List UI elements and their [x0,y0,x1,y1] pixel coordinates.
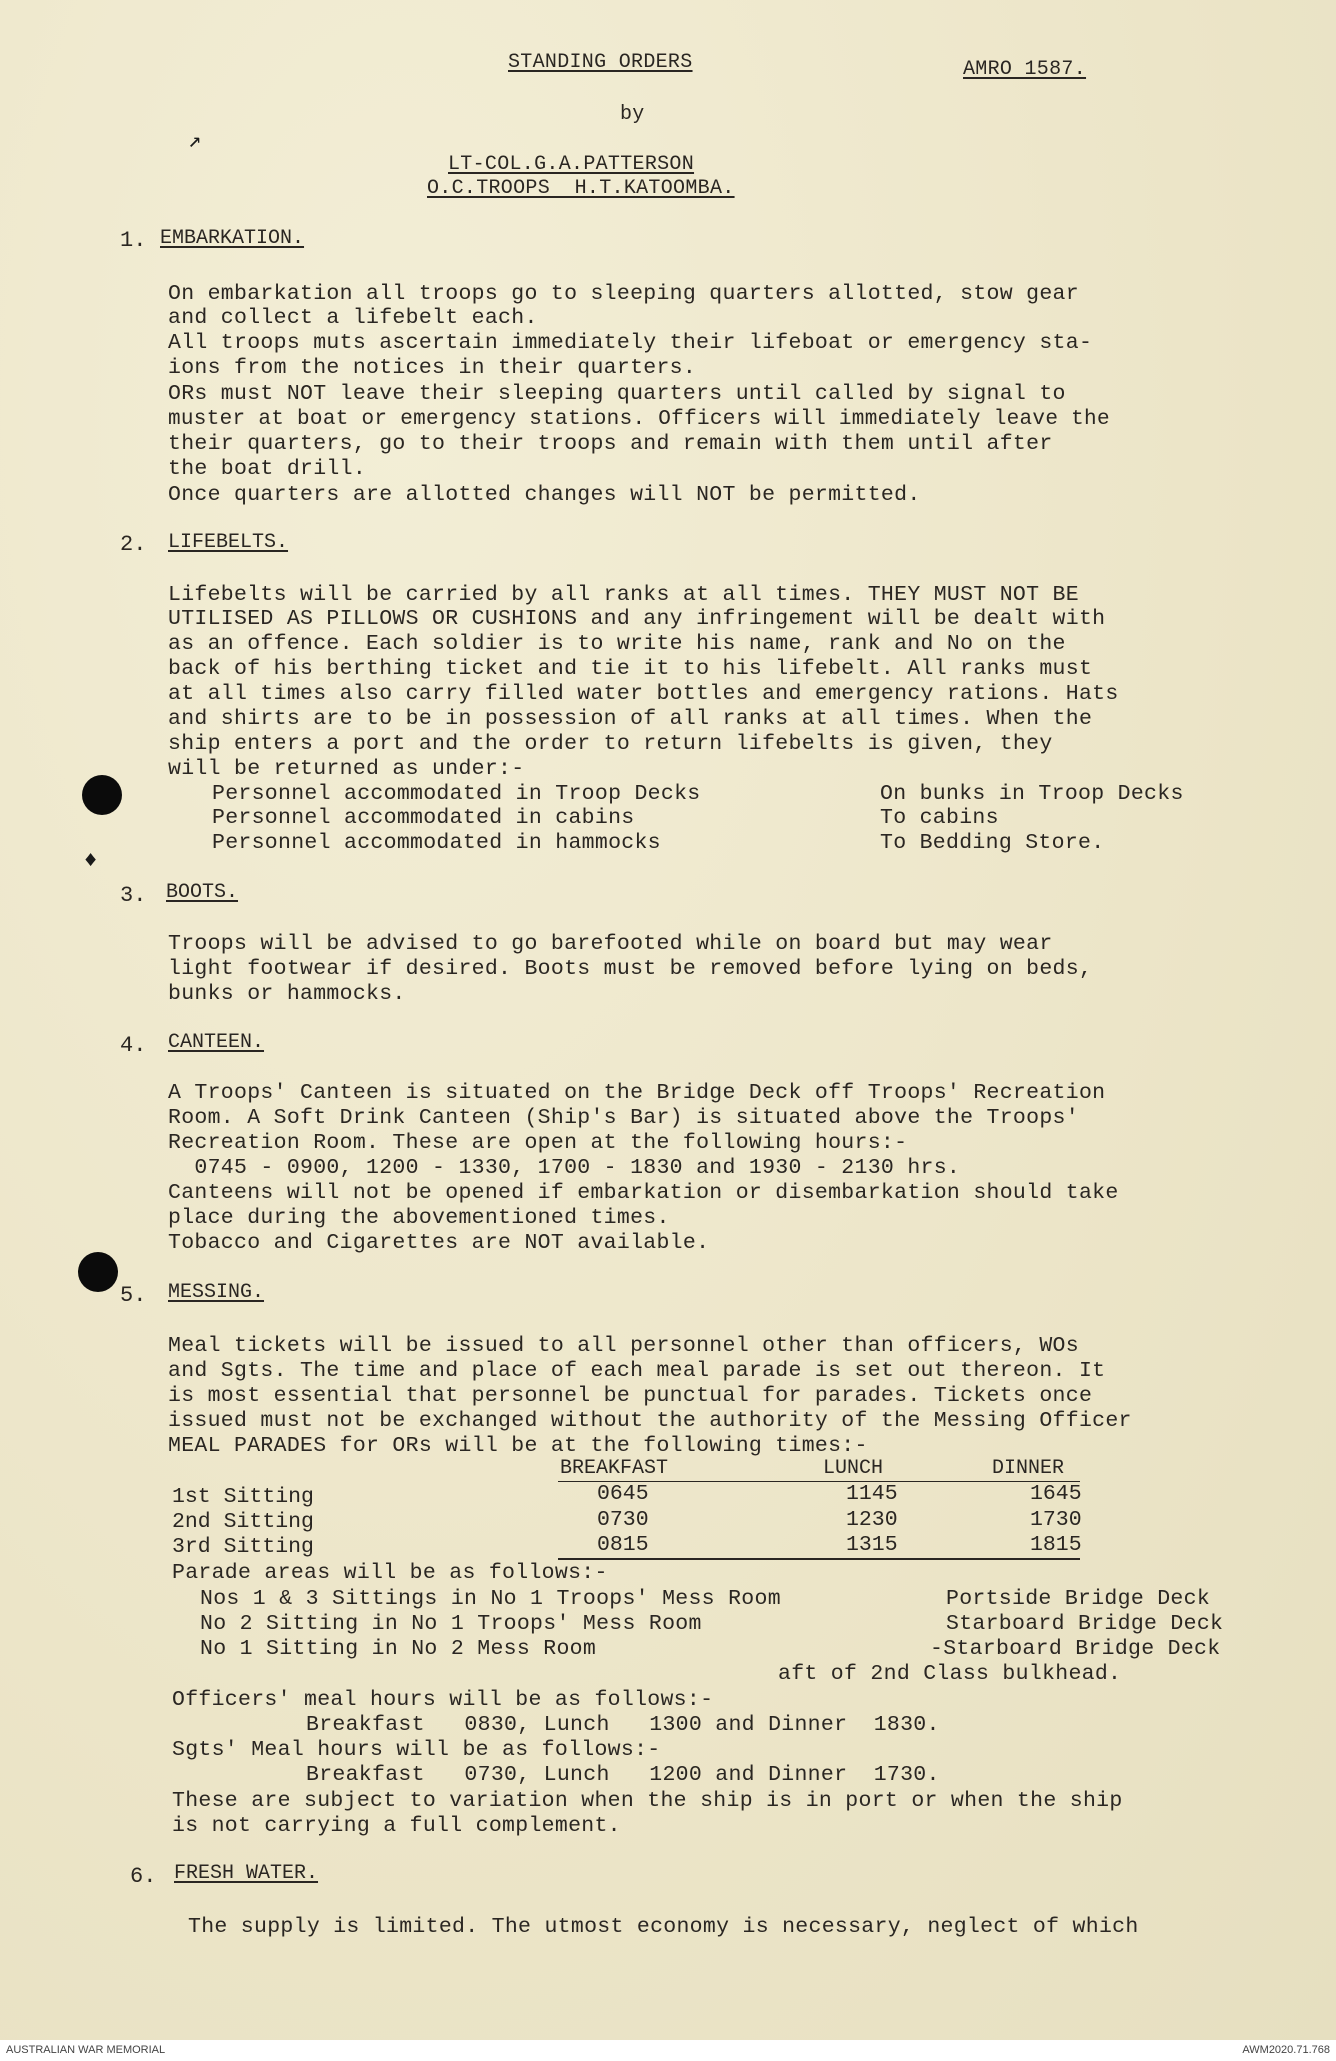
archive-footer [0,2040,1336,2061]
body-line: muster at boat or emergency stations. Officers will immediately leave the [168,408,1110,431]
body-line: MEAL PARADES for ORs will be at the following times:- [168,1434,868,1458]
section-title: LIFEBELTS. [168,531,289,554]
body-line: back of his berthing ticket and tie it to his lifebelt. All ranks must [168,657,1093,681]
cell-breakfast: 0645 [597,1482,649,1506]
return-where: To cabins [880,806,999,830]
row-label: 3rd Sitting [172,1535,314,1559]
punch-hole-bottom [78,1252,118,1292]
return-who: Personnel accommodated in hammocks [212,831,661,855]
parade-intro: Parade areas will be as follows:- [172,1561,608,1585]
return-who: Personnel accommodated in cabins [212,806,635,830]
section-number: 5. [120,1283,147,1308]
body-line: the boat drill. [168,457,367,481]
section-number: 3. [120,883,147,908]
body-line: Once quarters are allotted changes will NOT be permitted. [168,483,921,507]
cell-lunch: 1230 [846,1508,898,1532]
author-name: LT-COL.G.A.PATTERSON [448,153,695,176]
body-line: and Sgts. The time and place of each meal parade is set out thereon. It [168,1359,1106,1383]
officers-meal-intro: Officers' meal hours will be as follows:- [172,1688,714,1712]
body-line: The supply is limited. The utmost economy is necessary, neglect of which [188,1915,1139,1939]
body-line: On embarkation all troops go to sleeping quarters allotted, stow gear [168,282,1079,306]
body-line: Room. A Soft Drink Canteen (Ship's Bar) is situated above the Troops' [168,1106,1079,1130]
table-header-breakfast: BREAKFAST [560,1457,669,1480]
body-line: Tobacco and Cigarettes are NOT available. [168,1231,710,1255]
body-line: and shirts are to be in possession of all ranks at all times. When the [168,707,1093,731]
body-line: place during the abovementioned times. [168,1206,670,1230]
parade-where: -Starboard Bridge Deck [930,1637,1221,1661]
cell-lunch: 1145 [846,1482,898,1506]
footer-institution: AUSTRALIAN WAR MEMORIAL [6,2044,166,2056]
body-line: Meal tickets will be issued to all personnel other than officers, WOs [168,1334,1079,1358]
cell-dinner: 1645 [1030,1482,1082,1506]
row-label: 1st Sitting [172,1485,314,1509]
table-header-dinner: DINNER [992,1457,1065,1480]
body-line: as an offence. Each soldier is to write his name, rank and No on the [168,632,1066,656]
return-where: To Bedding Store. [880,831,1105,855]
body-line: These are subject to variation when the ship is in port or when the ship [172,1789,1123,1813]
section-title: FRESH WATER. [174,1862,319,1885]
parade-who: Nos 1 & 3 Sittings in No 1 Troops' Mess Room [200,1587,781,1611]
parade-who: No 1 Sitting in No 2 Mess Room [200,1637,597,1661]
body-line: their quarters, go to their troops and remain with them until after [168,432,1053,456]
document-title: STANDING ORDERS [508,51,693,74]
table-header-lunch: LUNCH [823,1457,884,1480]
author-position: O.C.TROOPS H.T.KATOOMBA. [427,177,735,200]
body-line: A Troops' Canteen is situated on the Bridge Deck off Troops' Recreation [168,1081,1106,1105]
cell-breakfast: 0730 [597,1508,649,1532]
body-line: Recreation Room. These are open at the following hours:- [168,1131,908,1155]
body-line: Lifebelts will be carried by all ranks at all times. THEY MUST NOT BE [168,583,1079,607]
body-line: Canteens will not be opened if embarkation or disembarkation should take [168,1181,1119,1205]
body-line: 0745 - 0900, 1200 - 1330, 1700 - 1830 and 1930 - 2130 hrs. [168,1156,961,1180]
body-line: light footwear if desired. Boots must be removed before lying on beds, [168,957,1093,981]
body-line: is most essential that personnel be punctual for parades. Tickets once [168,1384,1093,1408]
parade-who: No 2 Sitting in No 1 Troops' Mess Room [200,1612,702,1636]
body-line: All troops muts ascertain immediately their lifeboat or emergency sta- [168,331,1093,355]
footer-accession-number: AWM2020.71.768 [1242,2044,1330,2056]
body-line: Troops will be advised to go barefooted while on board but may wear [168,932,1053,956]
body-line: ship enters a port and the order to return lifebelts is given, they [168,732,1053,756]
body-line: issued must not be exchanged without the authority of the Messing Officer [168,1409,1132,1433]
section-number: 6. [130,1864,157,1889]
section-title: BOOTS. [166,881,239,904]
section-number: 2. [120,532,147,557]
section-title: MESSING. [168,1281,265,1304]
section-number: 1. [120,228,147,253]
body-line: UTILISED AS PILLOWS OR CUSHIONS and any infringement will be dealt with [168,607,1106,631]
cell-dinner: 1730 [1030,1508,1082,1532]
section-title: EMBARKATION. [160,227,305,250]
pen-mark: ↗ [188,129,202,154]
body-line: bunks or hammocks. [168,982,406,1006]
parade-tail: aft of 2nd Class bulkhead. [778,1662,1122,1686]
body-line: ORs must NOT leave their sleeping quarters until called by signal to [168,382,1066,406]
body-line: will be returned as under:- [168,757,525,781]
row-label: 2nd Sitting [172,1510,314,1534]
byline: by [620,103,645,126]
parade-where: Portside Bridge Deck [946,1587,1211,1611]
body-line: at all times also carry filled water bottles and emergency rations. Hats [168,682,1119,706]
table-rule [558,1558,1080,1560]
body-line: and collect a lifebelt each. [168,306,538,330]
body-line: is not carrying a full complement. [172,1814,621,1838]
body-line: ions from the notices in their quarters. [168,356,697,380]
cell-dinner: 1815 [1030,1533,1082,1557]
pen-mark: ♦ [84,848,98,873]
punch-hole-top [82,775,122,815]
cell-breakfast: 0815 [597,1533,649,1557]
cell-lunch: 1315 [846,1533,898,1557]
return-who: Personnel accommodated in Troop Decks [212,782,701,806]
section-title: CANTEEN. [168,1031,265,1054]
return-where: On bunks in Troop Decks [880,782,1184,806]
sgts-meal-intro: Sgts' Meal hours will be as follows:- [172,1738,661,1762]
officers-meal-hours: Breakfast 0830, Lunch 1300 and Dinner 1830. [306,1713,940,1737]
parade-where: Starboard Bridge Deck [946,1612,1224,1636]
section-number: 4. [120,1033,147,1058]
document-reference: AMRO 1587. [963,58,1087,81]
sgts-meal-hours: Breakfast 0730, Lunch 1200 and Dinner 1730. [306,1763,940,1787]
